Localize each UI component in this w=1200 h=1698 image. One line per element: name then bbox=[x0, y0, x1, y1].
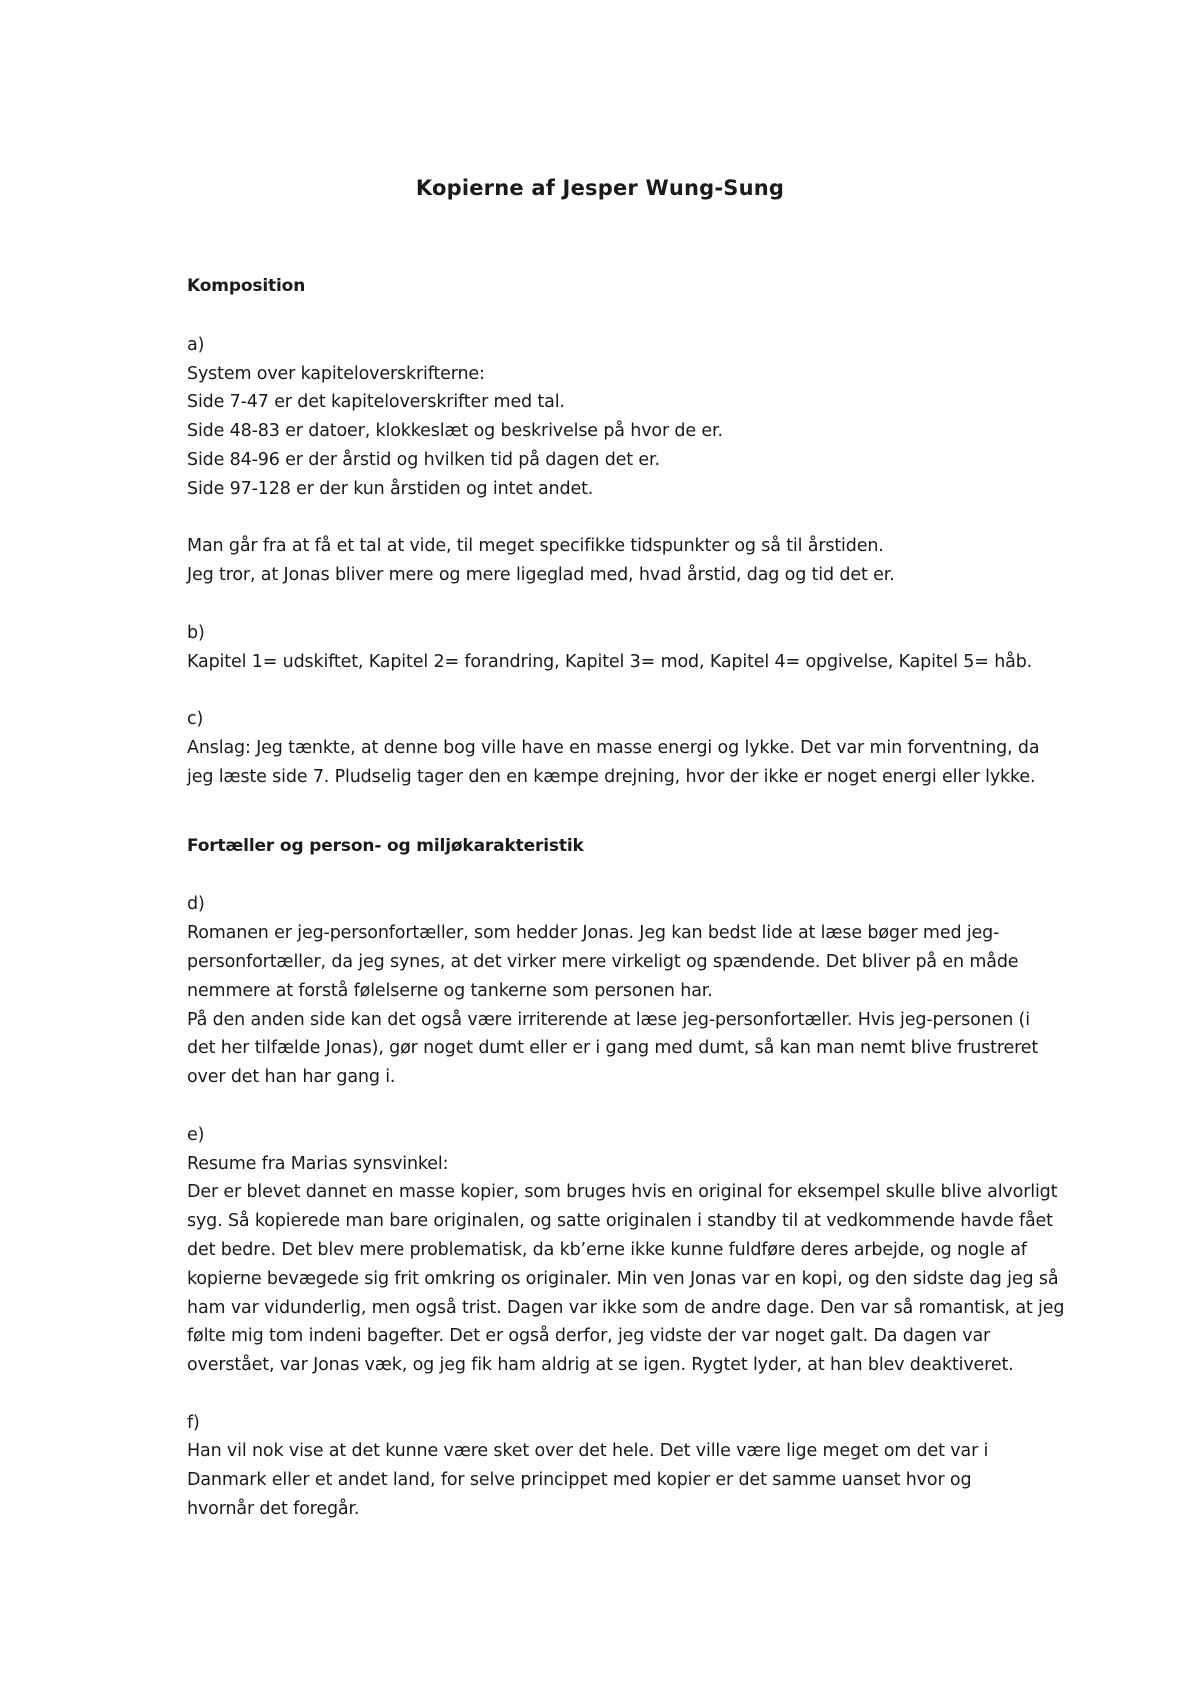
paragraph-line: over det han har gang i. bbox=[187, 1067, 396, 1088]
paragraph-line: ham var vidunderlig, men også trist. Dagen var ikke som de andre dage. Den var så romantisk, at jeg bbox=[187, 1297, 1065, 1318]
paragraph-line: Jeg tror, at Jonas bliver mere og mere ligeglad med, hvad årstid, dag og tid det er. bbox=[187, 565, 895, 586]
paragraph-line: Side 7-47 er det kapiteloverskrifter med tal. bbox=[187, 392, 565, 413]
paragraph-line: følte mig tom indeni bagefter. Det er også derfor, jeg vidste der var noget galt. Da dagen var bbox=[187, 1326, 991, 1347]
paragraph-line: personfortæller, da jeg synes, at det virker mere virkeligt og spændende. Det bliver på en måde bbox=[187, 951, 1019, 972]
paragraph-line: jeg læste side 7. Pludselig tager den en kæmpe drejning, hvor der ikke er noget energi eller lykke. bbox=[187, 766, 1036, 787]
paragraph-line: Romanen er jeg-personfortæller, som hedder Jonas. Jeg kan bedst lide at læse bøger med jeg- bbox=[187, 923, 1000, 944]
section-heading-narrator: Fortæller og person- og miljøkarakteristik bbox=[187, 835, 584, 856]
item-label-a: a) bbox=[187, 334, 205, 355]
item-label-b: b) bbox=[187, 622, 205, 643]
paragraph-line: Danmark eller et andet land, for selve princippet med kopier er det samme uanset hvor og bbox=[187, 1470, 972, 1491]
document-body bbox=[187, 272, 1087, 1524]
document-title: Kopierne af Jesper Wung-Sung bbox=[415, 176, 785, 200]
paragraph-line: Der er blevet dannet en masse kopier, som bruges hvis en original for eksempel skulle blive alvorligt bbox=[187, 1182, 1058, 1203]
item-label-d: d) bbox=[187, 894, 205, 915]
paragraph-line: Anslag: Jeg tænkte, at denne bog ville have en masse energi og lykke. Det var min forventning, da bbox=[187, 737, 1040, 758]
paragraph-line: det bedre. Det blev mere problematisk, da kb’erne ikke kunne fuldføre deres arbejde, og nogle af bbox=[187, 1239, 1027, 1260]
paragraph-line: Han vil nok vise at det kunne være sket over det hele. Det ville være lige meget om det var i bbox=[187, 1441, 989, 1462]
paragraph-line: nemmere at forstå følelserne og tankerne som personen har. bbox=[187, 980, 713, 1001]
item-label-c: c) bbox=[187, 709, 204, 730]
paragraph-line: kopierne bevægede sig frit omkring os originaler. Min ven Jonas var en kopi, og den sidste dag jeg så bbox=[187, 1268, 1059, 1289]
paragraph-line: System over kapiteloverskrifterne: bbox=[187, 363, 485, 384]
paragraph-line: det her tilfælde Jonas), gør noget dumt eller er i gang med dumt, så kan man nemt blive frustreret bbox=[187, 1038, 1039, 1059]
paragraph-line: På den anden side kan det også være irriterende at læse jeg-personfortæller. Hvis jeg-personen (i bbox=[187, 1009, 1030, 1030]
paragraph-line: Man går fra at få et tal at vide, til meget specifikke tidspunkter og så til årstiden. bbox=[187, 536, 884, 557]
paragraph-line: Side 48-83 er datoer, klokkeslæt og beskrivelse på hvor de er. bbox=[187, 421, 723, 442]
paragraph-line: Resume fra Marias synsvinkel: bbox=[187, 1153, 449, 1174]
paragraph-line: syg. Så kopierede man bare originalen, og satte originalen i standby til at vedkommende havde fået bbox=[187, 1211, 1053, 1232]
paragraph-line: overstået, var Jonas væk, og jeg fik ham aldrig at se igen. Rygtet lyder, at han blev deaktiveret. bbox=[187, 1355, 1014, 1376]
paragraph-line: hvornår det foregår. bbox=[187, 1499, 360, 1520]
section-heading-composition: Komposition bbox=[187, 276, 306, 296]
paragraph-line: Kapitel 1= udskiftet, Kapitel 2= forandring, Kapitel 3= mod, Kapitel 4= opgivelse, Kapitel 5= håb. bbox=[187, 651, 1033, 672]
paragraph-line: Side 97-128 er der kun årstiden og intet andet. bbox=[187, 478, 594, 499]
item-label-f: f) bbox=[187, 1412, 200, 1433]
item-label-e: e) bbox=[187, 1124, 205, 1145]
paragraph-line: Side 84-96 er der årstid og hvilken tid på dagen det er. bbox=[187, 449, 660, 470]
